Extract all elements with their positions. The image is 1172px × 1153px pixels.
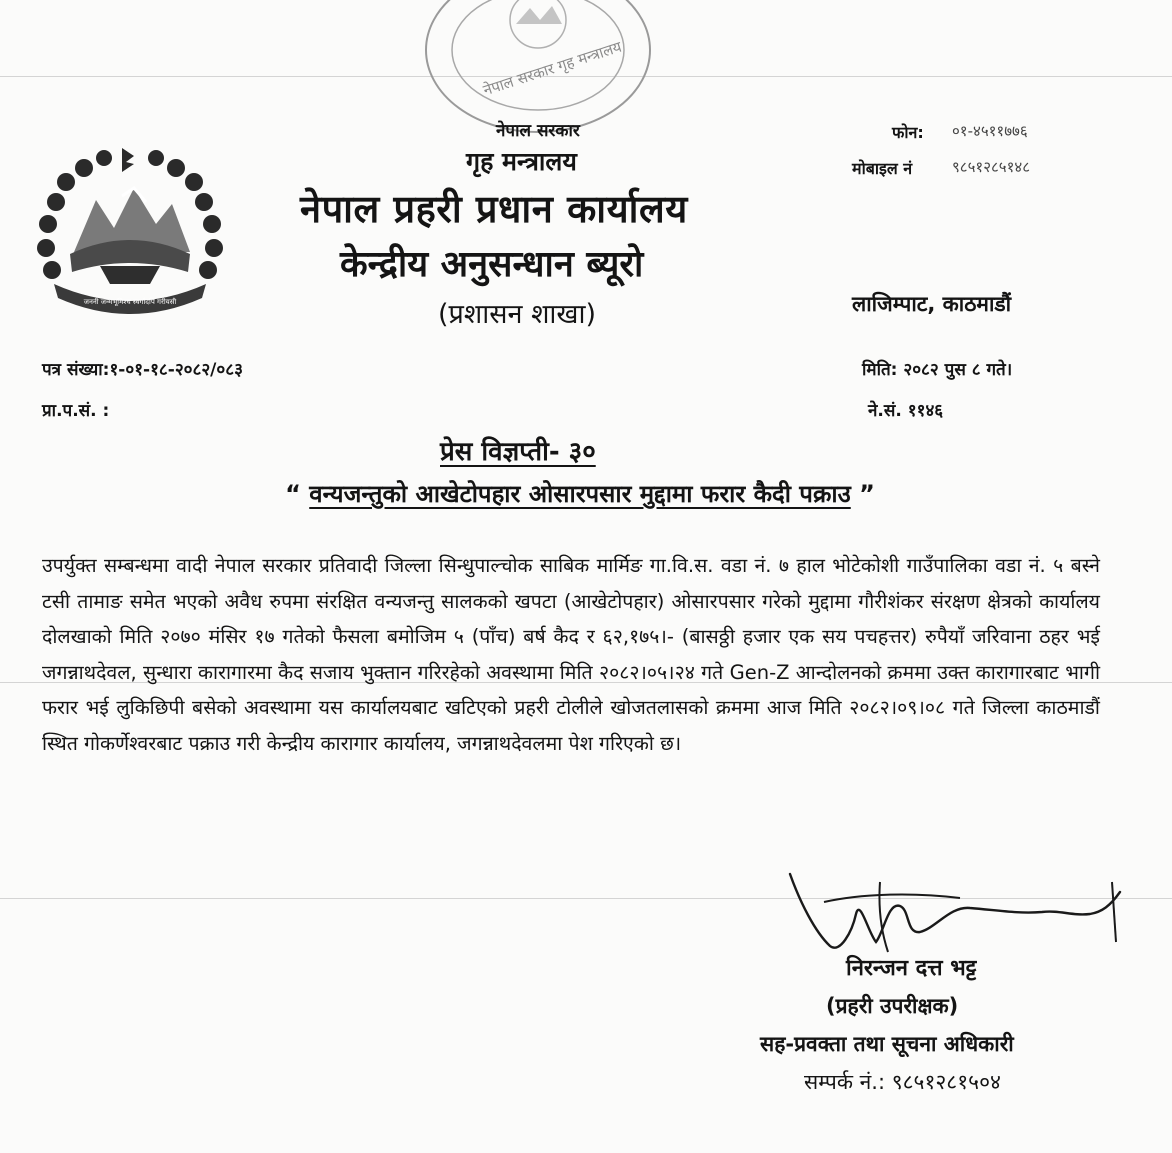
press-release-title: प्रेस विज्ञप्ती- ३०: [440, 437, 596, 467]
government-name: नेपाल सरकार: [496, 121, 580, 141]
mobile-label: मोबाइल नं: [852, 159, 913, 178]
mobile-number: ९८५१२८५१४८: [952, 158, 1031, 176]
prapa-number: प्रा.प.सं. :: [42, 401, 110, 421]
signatory-contact: सम्पर्क नं.: ९८५१२८१५०४: [804, 1070, 1001, 1094]
quote-close: ”: [850, 480, 875, 508]
signatory-rank: (प्रहरी उपरीक्षक): [826, 994, 959, 1018]
nepal-emblem: [30, 142, 230, 322]
letter-reference-number: पत्र संख्या:१-०१-१८-२०८२/०८३: [42, 360, 243, 380]
headline-text: वन्यजन्तुको आखेटोपहार ओसारपसार मुद्दामा फरार कैदी पक्राउ: [309, 480, 851, 508]
bureau-name: केन्द्रीय अनुसन्धान ब्यूरो: [340, 244, 644, 285]
svg-text:नेपाल सरकार गृह मन्त्रालय: नेपाल सरकार गृह मन्त्रालय: [480, 37, 624, 100]
ministry-name: गृह मन्त्रालय: [466, 147, 577, 176]
press-headline: [200, 477, 960, 510]
letter-date: मिति: २०८२ पुस ८ गते।: [862, 360, 1013, 380]
phone-label: फोन:: [892, 123, 924, 142]
press-body: उपर्युक्त सम्बन्धमा वादी नेपाल सरकार प्रतिवादी जिल्ला सिन्धुपाल्चोक साबिक मार्मिङ गा.वि.स. वडा नं. ७ हाल भोटेकोशी गाउँपालिका वडा नं. ५ बस्ने टसी तामाङ समेत भएको अवैध रुपमा संरक्षित वन्यजन्तु सालकको खपटा (आखेटोपहार) ओसारपसार गरेको मुद्दामा गौरीशंकर संरक्षण क्षेत्रको कार्यालय दोलखाको मिति २०७० मंसिर १७ गतेको फैसला बमोजिम ५ (पाँच) बर्ष कैद र ६२,१७५।- (बासठ्ठी हजार एक सय पचहत्तर) रुपैयाँ जरिवाना ठहर भई जगन्नाथदेवल, सुन्धारा कारागारमा कैद सजाय भुक्तान गरिरहेको अवस्थामा मिति २०८२।०५।२४ गते Gen-Z आन्दोलनको क्रममा उक्त कारागारबाट भागी फरार भई लुकिछिपी बसेको अवस्थामा यस कार्यालयबाट खटिएको प्रहरी टोलीले खोजतलासको क्रममा आज मिति २०८२।०९।०८ गते जिल्ला काठमाडौं स्थित गोकर्णेश्वरबाट पक्राउ गरी केन्द्रीय कारागार कार्यालय, जगन्नाथदेवलमा पेश गरिएको छ।: [42, 554, 1100, 755]
office-address: लाजिम्पाट, काठमाडौं: [852, 292, 1012, 316]
quote-open: “: [285, 480, 310, 508]
nepal-sambat-date: ने.सं. ११४६: [868, 401, 944, 421]
office-name: नेपाल प्रहरी प्रधान कार्यालय: [300, 187, 688, 231]
signatory-position: सह-प्रवक्ता तथा सूचना अधिकारी: [760, 1032, 1014, 1056]
handwritten-signature: [760, 862, 1130, 962]
branch-name: (प्रशासन शाखा): [438, 299, 597, 330]
signatory-name: निरन्जन दत्त भट्ट: [846, 956, 977, 981]
phone-number: ०१-४५११७७६: [952, 122, 1028, 140]
emblem-motto: जननी जन्मभूमिश्च स्वर्गादपि गरीयसी: [83, 298, 177, 306]
